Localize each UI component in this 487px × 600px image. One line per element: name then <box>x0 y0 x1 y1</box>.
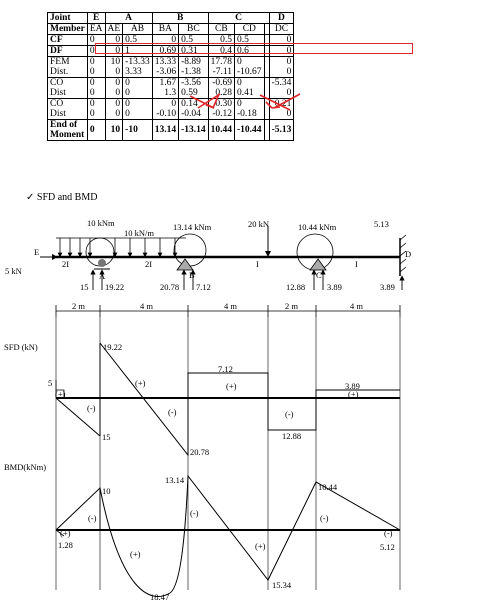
check-icon: ✓ <box>26 192 35 203</box>
table-cell: 0 0 <box>105 78 123 99</box>
joint-label: E <box>34 247 40 257</box>
beam-schematic <box>5 218 411 292</box>
table-cell: -13.33 3.33 <box>123 57 153 78</box>
table-cell: 0.5 <box>235 35 265 46</box>
beam-sfd-bmd-diagram <box>0 205 487 600</box>
joint-label: C <box>316 270 322 280</box>
joint-c: C <box>208 13 269 24</box>
table-cell: 0.5 <box>179 35 209 46</box>
load-label: 10 kNm <box>87 218 115 228</box>
guide-lines <box>56 317 400 590</box>
table-cell: 17.78 -7.11 <box>208 57 234 78</box>
table-cell: 0 0.41 <box>235 78 265 99</box>
table-cell: 0.69 <box>152 46 178 57</box>
bmd-value: 10 <box>102 486 111 496</box>
table-cell: 0 0 <box>105 99 123 120</box>
sfd-sign: (+) <box>226 381 237 391</box>
table-cell: -10 <box>123 120 153 141</box>
table-cell: 0 <box>105 46 123 57</box>
load-label: 20 kN <box>248 219 270 229</box>
bmd-axis-label: BMD(kNm) <box>4 462 47 472</box>
table-cell: 10.44 <box>208 120 234 141</box>
table-cell: 0 <box>152 35 178 46</box>
table-cell: -8.89 -1.38 <box>179 57 209 78</box>
table-cell: 0 <box>87 46 105 57</box>
table-cell: 0.14 -0.04 <box>179 99 209 120</box>
member-ab: AB <box>123 24 153 35</box>
row-label-co-dist: CO Dist <box>48 99 88 120</box>
table-cell: -0.69 0.28 <box>208 78 234 99</box>
table-cell: 0 <box>269 35 294 46</box>
red-cross-annotations <box>190 94 300 110</box>
bmd-sign: (-) <box>88 513 97 523</box>
red-cross-line <box>274 94 300 108</box>
table-cell: -10.44 <box>235 120 265 141</box>
sfd-value: 5 <box>48 378 53 388</box>
member-bc: BC <box>179 24 209 35</box>
table-cell: 0 -0.10 <box>152 99 178 120</box>
bmd-value: 18.47 <box>150 592 170 600</box>
table-cell: 0 <box>87 35 105 46</box>
bmd-sign: (-) <box>320 513 329 523</box>
sfd-value: 12.88 <box>282 431 302 441</box>
bmd-sign: (+) <box>130 549 141 559</box>
span-label: 4 m <box>224 301 237 311</box>
sfd-sign: (-) <box>285 409 294 419</box>
joint-a: A <box>105 13 152 24</box>
sfd-sign: (+) <box>135 378 146 388</box>
sfd-value: 7.12 <box>218 364 233 374</box>
table-cell: 0.5 <box>123 35 153 46</box>
joint-label: B <box>189 270 195 280</box>
reaction-label: 12.88 <box>286 282 306 292</box>
sfd-sign: (+) <box>55 389 66 399</box>
row-label-member: Member <box>48 24 88 35</box>
member-label: 2I <box>62 259 70 269</box>
row-label-fem-dist: FEM Dist. <box>48 57 88 78</box>
table-cell: 0.31 <box>179 46 209 57</box>
table-cell: 0 -10.67 <box>235 57 265 78</box>
table-cell: -5.34 0 <box>269 78 294 99</box>
table-cell: 0 0 <box>269 57 294 78</box>
sfd-value: 3.89 <box>345 381 360 391</box>
span-label: 2 m <box>72 301 85 311</box>
moment-13-14-icon <box>174 234 206 266</box>
table-cell: 0 <box>269 46 294 57</box>
bmd-value: 1.28 <box>58 540 73 550</box>
reaction-arrows <box>93 272 402 290</box>
bmd-diagram <box>4 462 400 600</box>
reaction-label: 15 <box>80 282 89 292</box>
member-label: 2I <box>145 259 153 269</box>
joint-label: D <box>405 249 412 259</box>
table-cell: 1.67 1.3 <box>152 78 178 99</box>
bmd-sign: (-) <box>384 528 393 538</box>
table-cell: 0 0 <box>87 99 105 120</box>
table-cell: 0 0 <box>123 78 153 99</box>
table-cell: 13.14 <box>152 120 178 141</box>
joint-label: A <box>99 271 106 281</box>
table-cell: 10 <box>105 120 123 141</box>
member-cb: CB <box>208 24 234 35</box>
bmd-sign: (-) <box>190 508 199 518</box>
section-title-text: SFD and BMD <box>36 192 98 203</box>
sfd-axis-label: SFD (kN) <box>4 342 38 352</box>
bmd-value: 15.34 <box>272 580 292 590</box>
span-label: 2 m <box>285 301 298 311</box>
table-cell: 10 0 <box>105 57 123 78</box>
table-cell: 0.6 <box>235 46 265 57</box>
sfd-sign: (+) <box>348 389 359 399</box>
reaction-label: 7.12 <box>196 282 211 292</box>
joint-e: E <box>87 13 105 24</box>
reaction-label: 5 kN <box>5 266 22 276</box>
table-cell: 0 0 <box>123 99 153 120</box>
support-b <box>177 259 193 270</box>
span-dimensions <box>56 301 400 317</box>
member-label: I <box>256 259 259 269</box>
table-cell: -5.13 <box>269 120 294 141</box>
table-cell: 0.4 <box>208 46 234 57</box>
span-label: 4 m <box>350 301 363 311</box>
table-cell: 0 0 <box>87 57 105 78</box>
sfd-sign: (-) <box>87 403 96 413</box>
bmd-value: 13.14 <box>165 475 185 485</box>
sfd-value: 15 <box>102 432 111 442</box>
row-label-cf: CF <box>48 35 88 46</box>
table-cell: 0 <box>87 120 105 141</box>
joint-d: D <box>269 13 294 24</box>
bmd-sign: (+) <box>255 541 266 551</box>
load-label: 13.14 kNm <box>173 222 212 232</box>
load-label: 10.44 kNm <box>298 222 337 232</box>
row-label-co-dist: CO Dist <box>48 78 88 99</box>
member-ae: AE <box>105 24 123 35</box>
member-label: I <box>355 259 358 269</box>
sfd-value: 20.78 <box>190 447 210 457</box>
member-ea: EA <box>87 24 105 35</box>
table-cell: 0.21 0 <box>269 99 294 120</box>
table-cell: -3.56 0.59 <box>179 78 209 99</box>
joint-b: B <box>152 13 208 24</box>
row-label-end-moment: End of Moment <box>48 120 88 141</box>
member-dc: DC <box>269 24 294 35</box>
table-cell: 13.33 -3.06 <box>152 57 178 78</box>
reaction-label: 3.89 <box>380 282 395 292</box>
support-c <box>310 259 326 270</box>
bmd-value: 5.12 <box>380 542 395 552</box>
distributed-load <box>56 238 186 255</box>
bmd-value: 10.44 <box>318 482 338 492</box>
sfd-diagram <box>4 342 400 457</box>
table-cell: 0.30 -0.12 <box>208 99 234 120</box>
table-cell: 0 <box>105 35 123 46</box>
reaction-label: 3.89 <box>327 282 342 292</box>
table-cell: -13.14 <box>179 120 209 141</box>
table-cell: 0 -0.18 <box>235 99 265 120</box>
row-label-df: DF <box>48 46 88 57</box>
sfd-value: 19.22 <box>103 342 123 352</box>
load-label: 5.13 <box>374 219 389 229</box>
bmd-sign: (+) <box>60 528 71 538</box>
load-label: 10 kN/m <box>124 228 154 238</box>
reaction-label: 19.22 <box>105 282 125 292</box>
table-cell: 0.5 <box>208 35 234 46</box>
member-ba: BA <box>152 24 178 35</box>
row-label-joint: Joint <box>48 13 88 24</box>
sfd-sign: (-) <box>168 407 177 417</box>
table-cell: 0 0 <box>87 78 105 99</box>
member-cd: CD <box>235 24 265 35</box>
span-label: 4 m <box>140 301 153 311</box>
reaction-label: 20.78 <box>160 282 180 292</box>
section-title <box>26 192 97 203</box>
table-cell: 1 <box>123 46 153 57</box>
